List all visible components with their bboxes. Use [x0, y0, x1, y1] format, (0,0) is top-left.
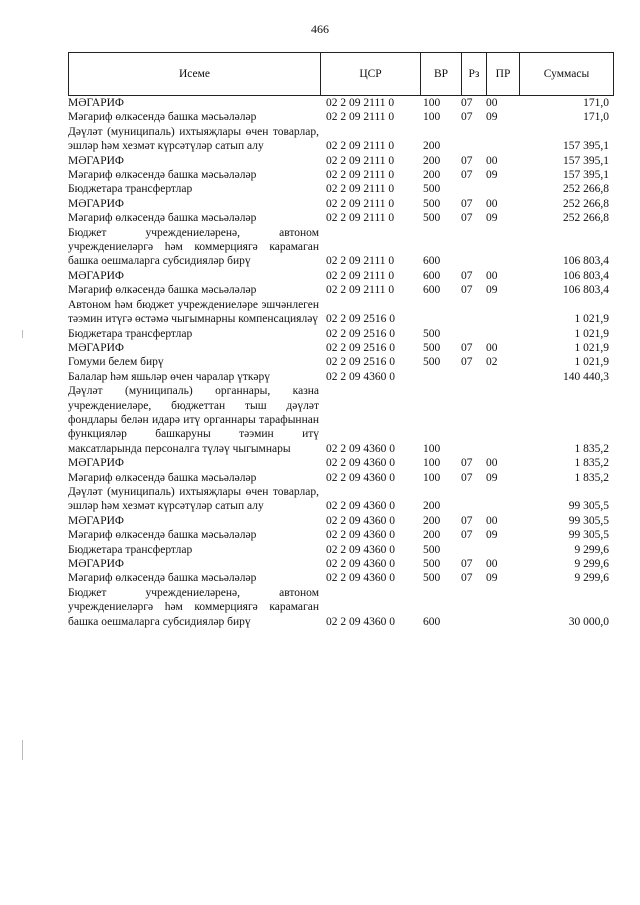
cell-vr: 500 [423, 212, 441, 225]
cell-name: Мәгариф өлкәсендә башка мәсьәләләр [68, 169, 257, 182]
cell-csr: 02 2 09 2111 0 [326, 197, 395, 210]
table-row [68, 110, 609, 124]
cell-vr: 100 [423, 457, 441, 470]
table-row [68, 514, 609, 528]
table-row [68, 154, 609, 168]
cell-pr: 00 [486, 558, 498, 570]
cell-pr: 09 [486, 111, 498, 124]
cell-pr: 00 [486, 341, 498, 354]
cell-vr: 500 [423, 327, 441, 340]
table-row [68, 355, 609, 369]
cell-name: МӘГАРИФ [68, 197, 125, 210]
table-row [68, 456, 609, 470]
cell-sum: 99 305,5 [568, 529, 609, 542]
table-row [68, 168, 609, 182]
cell-name: Бюджетара трансфертлар [68, 183, 193, 196]
cell-rz: 07 [461, 471, 473, 484]
cell-csr: 02 2 09 4360 0 [326, 457, 395, 470]
cell-sum: 9 299,6 [574, 543, 609, 556]
table-row [68, 571, 609, 585]
header-rz: Рз [462, 53, 487, 96]
cell-vr: 600 [423, 284, 441, 297]
cell-pr: 00 [486, 154, 498, 167]
table-row [68, 471, 609, 485]
cell-vr: 600 [423, 255, 441, 268]
cell-name: Автоном һәм бюджет учреждениеләре эшчәнлеген тәэмин итүгә өстәмә чыгымнарны компенсацияләү [68, 298, 319, 326]
cell-name: Бюджет учреждениеләренә, автоном учреждениеләргә һәм коммерциягә карамаган башка оешмаларга субсидияләр бирү [68, 226, 319, 268]
table-row [68, 96, 609, 110]
cell-sum: 157 395,1 [563, 154, 609, 167]
cell-sum: 99 305,5 [568, 514, 609, 527]
cell-vr: 500 [423, 341, 441, 354]
cell-name: Мәгариф өлкәсендә башка мәсьәләләр [68, 111, 257, 124]
header-csr: ЦСР [321, 53, 421, 96]
cell-csr: 02 2 09 2516 0 [326, 341, 395, 354]
table-row [68, 327, 609, 341]
cell-name: МӘГАРИФ [68, 558, 125, 570]
cell-pr: 09 [486, 169, 498, 182]
cell-csr: 02 2 09 2111 0 [326, 169, 395, 182]
cell-vr: 500 [423, 558, 441, 570]
cell-vr: 600 [423, 269, 441, 282]
cell-csr: 02 2 09 4360 0 [326, 370, 395, 383]
cell-rz: 07 [461, 356, 473, 369]
cell-rz: 07 [461, 111, 473, 124]
scan-margin-mark [22, 740, 23, 760]
page-number: 466 [311, 22, 329, 36]
table-row [68, 269, 609, 283]
cell-pr: 09 [486, 529, 498, 542]
cell-sum: 1 835,2 [574, 457, 609, 470]
cell-sum: 9 299,6 [574, 572, 609, 585]
cell-vr: 600 [423, 615, 441, 628]
cell-csr: 02 2 09 2111 0 [326, 284, 395, 297]
cell-rz: 07 [461, 457, 473, 470]
cell-rz: 07 [461, 572, 473, 585]
cell-name: МӘГАРИФ [68, 457, 125, 470]
cell-rz: 07 [461, 154, 473, 167]
cell-csr: 02 2 09 2111 0 [326, 111, 395, 124]
cell-csr: 02 2 09 4360 0 [326, 615, 395, 628]
cell-vr: 500 [423, 183, 441, 196]
cell-csr: 02 2 09 2111 0 [326, 212, 395, 225]
cell-sum: 252 266,8 [563, 197, 609, 210]
cell-vr: 200 [423, 529, 441, 542]
cell-csr: 02 2 09 2516 0 [326, 356, 395, 369]
cell-name: МӘГАРИФ [68, 97, 125, 109]
cell-csr: 02 2 09 2111 0 [326, 183, 395, 196]
cell-name: Мәгариф өлкәсендә башка мәсьәләләр [68, 572, 257, 585]
cell-vr: 500 [423, 356, 441, 369]
cell-vr: 100 [423, 97, 441, 109]
table-row [68, 543, 609, 557]
cell-sum: 106 803,4 [563, 255, 609, 268]
cell-name: Дәүләт (муниципаль) ихтыяҗлары өчен товарлар, эшләр һәм хезмәт күрсәтүләр сатып алу [68, 485, 319, 513]
cell-name: МӘГАРИФ [68, 269, 125, 282]
table-row [68, 384, 609, 456]
cell-rz: 07 [461, 212, 473, 225]
header-vr: ВР [421, 53, 462, 96]
cell-sum: 252 266,8 [563, 183, 609, 196]
cell-vr: 500 [423, 543, 441, 556]
cell-vr: 200 [423, 500, 441, 513]
cell-name: МӘГАРИФ [68, 514, 125, 527]
cell-pr: 00 [486, 514, 498, 527]
cell-sum: 1 835,2 [574, 471, 609, 484]
table-row [68, 211, 609, 225]
cell-name: Бюджет учреждениеләренә, автоном учреждениеләргә һәм коммерциягә карамаган башка оешмаларга субсидияләр бирү [68, 586, 319, 628]
table-row [68, 586, 609, 629]
cell-sum: 1 021,9 [574, 341, 609, 354]
table-row [68, 226, 609, 269]
cell-pr: 02 [486, 356, 498, 369]
table-header [68, 52, 614, 96]
cell-csr: 02 2 09 4360 0 [326, 529, 395, 542]
cell-rz: 07 [461, 169, 473, 182]
cell-sum: 1 021,9 [574, 356, 609, 369]
header-sum: Суммасы [520, 53, 614, 96]
cell-name: Дәүләт (муниципаль) органнары, казна учреждениеләре, бюджеттан тыш дәүләт фондлары белән идарә итү органнары тарафыннан функцияләр башкаруны тәэмин итү максатларында персоналга түләү чыгымнары [68, 385, 319, 455]
cell-name: Мәгариф өлкәсендә башка мәсьәләләр [68, 284, 257, 297]
cell-pr: 00 [486, 457, 498, 470]
cell-name: Мәгариф өлкәсендә башка мәсьәләләр [68, 212, 257, 225]
cell-rz: 07 [461, 529, 473, 542]
cell-sum: 157 395,1 [563, 140, 609, 153]
table-row [68, 557, 609, 571]
cell-csr: 02 2 09 4360 0 [326, 572, 395, 585]
cell-sum: 252 266,8 [563, 212, 609, 225]
table-row [68, 341, 609, 355]
cell-rz: 07 [461, 558, 473, 570]
cell-rz: 07 [461, 97, 473, 109]
cell-sum: 1 835,2 [574, 442, 609, 455]
cell-name: Дәүләт (муниципаль) ихтыяҗлары өчен товарлар, эшләр һәм хезмәт күрсәтүләр сатып алу [68, 125, 319, 153]
cell-csr: 02 2 09 4360 0 [326, 500, 395, 513]
cell-vr: 200 [423, 140, 441, 153]
cell-name: Мәгариф өлкәсендә башка мәсьәләләр [68, 529, 257, 542]
table-row [68, 298, 609, 327]
table-row [68, 197, 609, 211]
cell-rz: 07 [461, 284, 473, 297]
cell-csr: 02 2 09 4360 0 [326, 543, 395, 556]
table-row [68, 485, 609, 514]
cell-csr: 02 2 09 2111 0 [326, 255, 395, 268]
cell-name: Балалар һәм яшьләр өчен чаралар үткәрү [68, 370, 271, 383]
cell-rz: 07 [461, 197, 473, 210]
scan-margin-mark [22, 330, 23, 338]
cell-vr: 200 [423, 154, 441, 167]
cell-sum: 1 021,9 [574, 313, 609, 326]
cell-csr: 02 2 09 4360 0 [326, 471, 395, 484]
table-row [68, 370, 609, 384]
cell-csr: 02 2 09 2516 0 [326, 313, 395, 326]
cell-csr: 02 2 09 2111 0 [326, 140, 395, 153]
cell-sum: 1 021,9 [574, 327, 609, 340]
cell-rz: 07 [461, 341, 473, 354]
cell-vr: 100 [423, 111, 441, 124]
cell-rz: 07 [461, 269, 473, 282]
cell-sum: 9 299,6 [574, 558, 609, 570]
cell-vr: 500 [423, 197, 441, 210]
cell-rz: 07 [461, 514, 473, 527]
table-row [68, 125, 609, 154]
cell-csr: 02 2 09 4360 0 [326, 514, 395, 527]
cell-sum: 171,0 [583, 97, 609, 109]
cell-sum: 106 803,4 [563, 269, 609, 282]
cell-sum: 99 305,5 [568, 500, 609, 513]
table-row [68, 528, 609, 542]
cell-pr: 00 [486, 269, 498, 282]
cell-name: Мәгариф өлкәсендә башка мәсьәләләр [68, 471, 257, 484]
cell-vr: 100 [423, 442, 441, 455]
cell-name: МӘГАРИФ [68, 154, 125, 167]
cell-pr: 00 [486, 97, 498, 109]
cell-sum: 140 440,3 [563, 370, 609, 383]
cell-vr: 100 [423, 471, 441, 484]
cell-pr: 00 [486, 197, 498, 210]
table-row [68, 283, 609, 297]
cell-csr: 02 2 09 2516 0 [326, 327, 395, 340]
cell-pr: 09 [486, 284, 498, 297]
cell-sum: 171,0 [583, 111, 609, 124]
cell-csr: 02 2 09 4360 0 [326, 558, 395, 570]
cell-name: Гомуми белем бирү [68, 356, 164, 369]
header-name: Исеме [69, 53, 321, 96]
cell-pr: 09 [486, 471, 498, 484]
cell-pr: 09 [486, 212, 498, 225]
cell-vr: 500 [423, 572, 441, 585]
cell-pr: 09 [486, 572, 498, 585]
cell-csr: 02 2 09 2111 0 [326, 154, 395, 167]
cell-sum: 30 000,0 [568, 615, 609, 628]
cell-csr: 02 2 09 4360 0 [326, 442, 395, 455]
cell-name: МӘГАРИФ [68, 341, 125, 354]
cell-name: Бюджетара трансфертлар [68, 543, 193, 556]
cell-csr: 02 2 09 2111 0 [326, 97, 395, 109]
table-row [68, 182, 609, 196]
header-pr: ПР [487, 53, 520, 96]
cell-csr: 02 2 09 2111 0 [326, 269, 395, 282]
cell-sum: 106 803,4 [563, 284, 609, 297]
budget-table-body [68, 96, 609, 629]
cell-vr: 200 [423, 169, 441, 182]
cell-vr: 200 [423, 514, 441, 527]
cell-name: Бюджетара трансфертлар [68, 327, 193, 340]
cell-sum: 157 395,1 [563, 169, 609, 182]
